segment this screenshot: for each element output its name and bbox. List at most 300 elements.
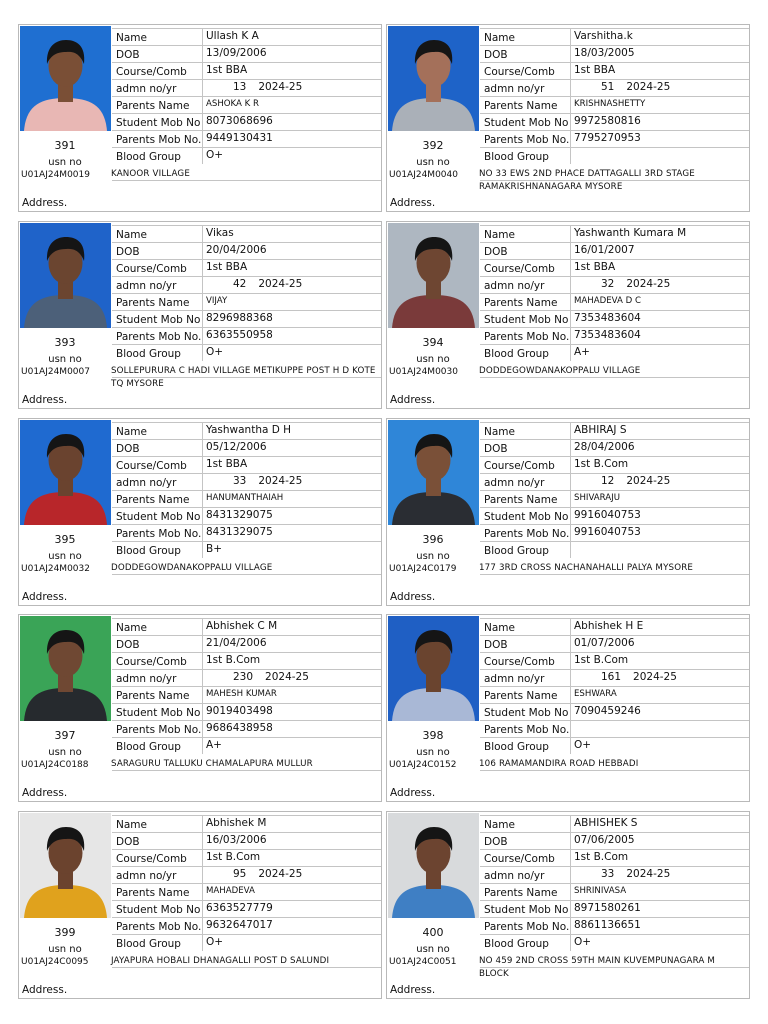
usn-value: U01AJ24C0095 <box>21 957 89 967</box>
field-value: 1st BBA <box>570 63 749 79</box>
field-row-dob <box>112 832 381 849</box>
field-row-dob <box>112 242 381 259</box>
serial-number: 397 <box>54 729 76 742</box>
field-label: Course/Comb <box>484 853 555 865</box>
student-photo <box>20 813 111 918</box>
field-label: Course/Comb <box>484 460 555 472</box>
field-label: Parents Mob No. <box>484 921 570 933</box>
field-label: Student Mob No <box>484 707 569 719</box>
field-row-dob <box>480 242 749 259</box>
field-label: Course/Comb <box>484 263 555 275</box>
field-label: Student Mob No <box>484 511 569 523</box>
address-value: JAYAPURA HOBALI DHANAGALLI POST D SALUNDI <box>111 956 330 966</box>
field-label: Parents Name <box>484 690 558 702</box>
field-row-name <box>480 28 749 45</box>
serial-number: 398 <box>422 729 444 742</box>
address-value: NO 459 2ND CROSS 59TH MAIN KUVEMPUNAGARA M BLOCK <box>479 956 716 979</box>
field-label: admn no/yr <box>116 280 177 292</box>
student-photo <box>388 813 479 918</box>
field-value <box>570 80 749 96</box>
field-label: Course/Comb <box>116 460 187 472</box>
field-value: MAHADEVA D C <box>570 294 749 310</box>
admn-number: 12 <box>601 475 615 487</box>
field-row-name <box>112 422 381 439</box>
admn-year: 2024-25 <box>258 81 303 93</box>
field-value <box>202 277 381 293</box>
field-row-parents-mob <box>112 130 381 147</box>
field-row-admn <box>480 669 749 686</box>
field-label: Parents Name <box>484 297 558 309</box>
field-value <box>570 670 749 686</box>
address-label: Address. <box>390 197 436 209</box>
field-row-course <box>480 849 749 866</box>
field-value: 1st B.Com <box>570 457 749 473</box>
field-row-admn <box>112 473 381 490</box>
field-label: DOB <box>484 49 508 61</box>
field-row-dob <box>480 439 749 456</box>
field-label: admn no/yr <box>116 83 177 95</box>
field-label: Name <box>116 622 147 634</box>
admn-year: 2024-25 <box>258 278 303 290</box>
field-row-course <box>112 652 381 669</box>
field-value <box>570 867 749 883</box>
field-label: Course/Comb <box>116 66 187 78</box>
field-value: 16/03/2006 <box>202 833 381 849</box>
field-value: 7353483604 <box>570 328 749 344</box>
field-row-course <box>112 259 381 276</box>
field-row-parents-mob <box>112 917 381 934</box>
field-row-student-mob <box>480 703 749 720</box>
field-row-blood-group <box>112 344 381 361</box>
admn-year: 2024-25 <box>258 475 303 487</box>
field-label: Name <box>116 32 147 44</box>
serial-number: 395 <box>54 533 76 546</box>
address-value: SARAGURU TALLUKU CHAMALAPURA MULLUR <box>111 759 313 769</box>
field-label: Parents Name <box>484 887 558 899</box>
field-label: Blood Group <box>484 348 549 360</box>
field-row-parents-name <box>112 490 381 507</box>
field-label: Parents Name <box>484 494 558 506</box>
field-value: MAHADEVA <box>202 884 381 900</box>
field-row-course <box>480 259 749 276</box>
field-row-dob <box>112 439 381 456</box>
field-label: Name <box>484 622 515 634</box>
field-value: B+ <box>202 542 381 558</box>
field-value: 1st BBA <box>202 260 381 276</box>
student-card <box>18 614 382 802</box>
field-row-name <box>480 225 749 242</box>
field-row-admn <box>112 79 381 96</box>
field-label: Parents Name <box>116 887 190 899</box>
field-label: Student Mob No <box>484 117 569 129</box>
usn-value: U01AJ24M0007 <box>21 367 90 377</box>
admn-year: 2024-25 <box>265 671 309 683</box>
field-label: Parents Name <box>484 100 558 112</box>
field-row-student-mob <box>112 310 381 327</box>
field-value: 1st B.Com <box>570 850 749 866</box>
field-value: 9019403498 <box>202 704 381 720</box>
field-row-blood-group <box>112 541 381 558</box>
field-value: 7090459246 <box>570 704 749 720</box>
address-label: Address. <box>390 787 436 799</box>
serial-number: 396 <box>422 533 444 546</box>
field-label: Parents Name <box>116 100 190 112</box>
field-value: ABHISHEK S <box>570 816 749 832</box>
admn-number: 230 <box>233 671 254 683</box>
field-row-name <box>112 618 381 635</box>
usn-value: U01AJ24M0032 <box>21 564 90 574</box>
field-label: admn no/yr <box>484 870 545 882</box>
field-row-parents-mob <box>480 917 749 934</box>
field-label: admn no/yr <box>484 280 545 292</box>
serial-number: 391 <box>54 139 76 152</box>
admn-number: 51 <box>601 81 615 93</box>
admn-number: 42 <box>233 278 247 290</box>
usn-label: usn no <box>416 747 450 758</box>
field-label: Student Mob No <box>116 314 201 326</box>
address-label: Address. <box>390 591 436 603</box>
field-row-parents-name <box>480 883 749 900</box>
field-value: VIJAY <box>202 294 381 310</box>
field-row-parents-name <box>480 96 749 113</box>
field-row-admn <box>112 866 381 883</box>
field-label: Blood Group <box>116 741 181 753</box>
field-value: 8073068696 <box>202 114 381 130</box>
field-row-dob <box>112 635 381 652</box>
usn-value: U01AJ24M0030 <box>389 367 458 377</box>
field-value <box>570 148 749 164</box>
field-row-parents-mob <box>480 327 749 344</box>
field-row-parents-name <box>112 686 381 703</box>
field-row-admn <box>112 276 381 293</box>
serial-number: 399 <box>54 926 76 939</box>
field-value <box>202 474 381 490</box>
field-value: 6363527779 <box>202 901 381 917</box>
field-value: O+ <box>570 738 749 754</box>
field-label: Name <box>484 819 515 831</box>
address-value: NO 33 EWS 2ND PHACE DATTAGALLI 3RD STAGE RAMAKRISHNANAGARA MYSORE <box>479 169 695 192</box>
field-value <box>202 80 381 96</box>
admn-year: 2024-25 <box>626 278 671 290</box>
field-label: Parents Name <box>116 690 190 702</box>
admn-year: 2024-25 <box>626 475 671 487</box>
field-label: Student Mob No <box>484 904 569 916</box>
field-value: 07/06/2005 <box>570 833 749 849</box>
field-row-name <box>480 422 749 439</box>
field-row-parents-name <box>112 96 381 113</box>
field-value: ASHOKA K R <box>202 97 381 113</box>
field-row-admn <box>480 473 749 490</box>
student-card <box>386 221 750 409</box>
field-value: Yashwanth Kumara M <box>570 226 749 242</box>
field-label: DOB <box>484 246 508 258</box>
field-row-course <box>480 456 749 473</box>
field-label: Parents Name <box>116 297 190 309</box>
field-label: admn no/yr <box>116 673 177 685</box>
admn-number: 33 <box>601 868 615 880</box>
field-row-dob <box>480 635 749 652</box>
field-value: Yashwantha D H <box>202 423 381 439</box>
field-label: DOB <box>484 639 508 651</box>
field-value: Ullash K A <box>202 29 381 45</box>
field-value: 6363550958 <box>202 328 381 344</box>
field-row-parents-name <box>480 490 749 507</box>
student-card <box>18 418 382 606</box>
field-value: 28/04/2006 <box>570 440 749 456</box>
field-row-course <box>480 62 749 79</box>
student-photo <box>20 223 111 328</box>
field-value: SHIVARAJU <box>570 491 749 507</box>
field-value: KRISHNASHETTY <box>570 97 749 113</box>
field-label: Parents Mob No. <box>484 134 570 146</box>
field-value: HANUMANTHAIAH <box>202 491 381 507</box>
admn-year: 2024-25 <box>633 671 677 683</box>
admn-number: 13 <box>233 81 247 93</box>
field-label: Parents Mob No. <box>116 528 202 540</box>
field-row-blood-group <box>480 147 749 164</box>
field-value <box>570 277 749 293</box>
address-value: 106 RAMAMANDIRA ROAD HEBBADI <box>479 759 639 769</box>
field-row-dob <box>480 832 749 849</box>
address-value: SOLLEPURURA C HADI VILLAGE METIKUPPE POST H D KOTE TQ MYSORE <box>111 366 376 389</box>
field-row-dob <box>112 45 381 62</box>
field-value: MAHESH KUMAR <box>202 687 381 703</box>
student-card <box>386 24 750 212</box>
field-label: Name <box>484 229 515 241</box>
field-row-blood-group <box>112 147 381 164</box>
field-label: admn no/yr <box>484 83 545 95</box>
field-value: 20/04/2006 <box>202 243 381 259</box>
field-label: Blood Group <box>484 741 549 753</box>
field-label: Name <box>116 819 147 831</box>
field-label: DOB <box>116 49 140 61</box>
student-photo <box>388 26 479 131</box>
field-row-student-mob <box>112 703 381 720</box>
field-row-name <box>480 618 749 635</box>
student-photo <box>20 26 111 131</box>
field-row-parents-mob <box>112 524 381 541</box>
field-row-parents-mob <box>480 720 749 737</box>
field-value: Abhishek H E <box>570 619 749 635</box>
field-value: 9632647017 <box>202 918 381 934</box>
field-row-parents-name <box>480 686 749 703</box>
address-label: Address. <box>22 591 68 603</box>
field-row-parents-name <box>112 883 381 900</box>
admn-number: 32 <box>601 278 615 290</box>
field-label: Course/Comb <box>484 66 555 78</box>
field-value: 1st BBA <box>202 457 381 473</box>
field-label: DOB <box>484 443 508 455</box>
field-value: 8971580261 <box>570 901 749 917</box>
usn-value: U01AJ24C0179 <box>389 564 457 574</box>
field-value: Vikas <box>202 226 381 242</box>
field-row-student-mob <box>480 900 749 917</box>
address-label: Address. <box>22 394 68 406</box>
admn-year: 2024-25 <box>626 868 671 880</box>
field-value: SHRINIVASA <box>570 884 749 900</box>
address-label: Address. <box>22 984 68 996</box>
address-label: Address. <box>390 394 436 406</box>
field-label: Student Mob No <box>116 904 201 916</box>
field-value: Abhishek C M <box>202 619 381 635</box>
student-card <box>386 418 750 606</box>
usn-value: U01AJ24M0019 <box>21 170 90 180</box>
field-label: Parents Mob No. <box>116 134 202 146</box>
field-label: Course/Comb <box>484 656 555 668</box>
field-label: Course/Comb <box>116 853 187 865</box>
field-label: Name <box>116 229 147 241</box>
field-row-parents-mob <box>480 524 749 541</box>
field-label: DOB <box>116 639 140 651</box>
field-label: Name <box>484 426 515 438</box>
usn-label: usn no <box>416 157 450 168</box>
field-row-student-mob <box>112 507 381 524</box>
serial-number: 394 <box>422 336 444 349</box>
field-value: 05/12/2006 <box>202 440 381 456</box>
admn-number: 95 <box>233 868 247 880</box>
field-label: DOB <box>116 246 140 258</box>
field-row-student-mob <box>480 113 749 130</box>
field-row-blood-group <box>480 344 749 361</box>
field-row-course <box>112 849 381 866</box>
field-label: Student Mob No <box>484 314 569 326</box>
address-value: 177 3RD CROSS NACHANAHALLI PALYA MYSORE <box>479 563 694 573</box>
usn-label: usn no <box>48 551 82 562</box>
usn-label: usn no <box>48 747 82 758</box>
field-row-blood-group <box>112 737 381 754</box>
field-value <box>570 542 749 558</box>
usn-label: usn no <box>48 944 82 955</box>
field-label: Parents Name <box>116 494 190 506</box>
field-value: 21/04/2006 <box>202 636 381 652</box>
address-value: DODDEGOWDANAKOPPALU VILLAGE <box>111 563 273 573</box>
field-row-student-mob <box>480 507 749 524</box>
field-value <box>570 721 749 737</box>
student-card <box>18 24 382 212</box>
student-card <box>386 614 750 802</box>
student-photo <box>388 616 479 721</box>
field-value: 8431329075 <box>202 525 381 541</box>
usn-label: usn no <box>416 354 450 365</box>
serial-number: 393 <box>54 336 76 349</box>
field-value: 8431329075 <box>202 508 381 524</box>
field-row-blood-group <box>480 541 749 558</box>
field-row-parents-name <box>112 293 381 310</box>
field-value: Varshitha.k <box>570 29 749 45</box>
student-card <box>18 811 382 999</box>
field-row-admn <box>112 669 381 686</box>
address-value: KANOOR VILLAGE <box>111 169 190 179</box>
field-row-blood-group <box>480 934 749 951</box>
field-row-parents-mob <box>480 130 749 147</box>
field-value: 9972580816 <box>570 114 749 130</box>
field-value: 9686438958 <box>202 721 381 737</box>
field-row-name <box>480 815 749 832</box>
field-label: Blood Group <box>116 151 181 163</box>
field-label: DOB <box>484 836 508 848</box>
field-value: O+ <box>570 935 749 951</box>
field-label: Blood Group <box>484 938 549 950</box>
student-photo <box>388 223 479 328</box>
field-row-parents-mob <box>112 720 381 737</box>
field-row-course <box>480 652 749 669</box>
field-label: Parents Mob No. <box>116 724 202 736</box>
address-label: Address. <box>22 197 68 209</box>
field-label: DOB <box>116 836 140 848</box>
usn-label: usn no <box>48 157 82 168</box>
usn-value: U01AJ24C0152 <box>389 760 457 770</box>
field-row-student-mob <box>480 310 749 327</box>
field-row-blood-group <box>480 737 749 754</box>
field-value: 8861136651 <box>570 918 749 934</box>
field-row-parents-mob <box>112 327 381 344</box>
student-card <box>18 221 382 409</box>
field-value: 18/03/2005 <box>570 46 749 62</box>
field-label: admn no/yr <box>484 477 545 489</box>
field-row-student-mob <box>112 113 381 130</box>
field-label: Course/Comb <box>116 263 187 275</box>
field-value: A+ <box>202 738 381 754</box>
usn-value: U01AJ24M0040 <box>389 170 458 180</box>
usn-label: usn no <box>48 354 82 365</box>
field-label: Blood Group <box>484 545 549 557</box>
field-value: O+ <box>202 935 381 951</box>
field-label: Blood Group <box>116 938 181 950</box>
serial-number: 400 <box>422 926 444 939</box>
field-value: 1st B.Com <box>202 653 381 669</box>
field-row-course <box>112 456 381 473</box>
field-value: 8296988368 <box>202 311 381 327</box>
field-value <box>202 670 381 686</box>
field-row-dob <box>480 45 749 62</box>
field-label: Name <box>484 32 515 44</box>
admn-number: 33 <box>233 475 247 487</box>
field-row-parents-name <box>480 293 749 310</box>
field-label: Student Mob No <box>116 707 201 719</box>
field-label: DOB <box>116 443 140 455</box>
admn-number: 161 <box>601 671 622 683</box>
student-card <box>386 811 750 999</box>
field-value: 1st B.Com <box>570 653 749 669</box>
field-value: 1st BBA <box>570 260 749 276</box>
field-label: Blood Group <box>116 545 181 557</box>
student-photo <box>20 420 111 525</box>
field-label: admn no/yr <box>484 673 545 685</box>
field-label: Parents Mob No. <box>116 921 202 933</box>
field-label: Blood Group <box>116 348 181 360</box>
admn-year: 2024-25 <box>258 868 303 880</box>
field-row-admn <box>480 79 749 96</box>
field-value <box>570 474 749 490</box>
field-value: O+ <box>202 345 381 361</box>
field-value <box>202 867 381 883</box>
field-label: Parents Mob No. <box>116 331 202 343</box>
field-value: 7353483604 <box>570 311 749 327</box>
field-value: 9449130431 <box>202 131 381 147</box>
field-label: Student Mob No <box>116 117 201 129</box>
usn-value: U01AJ24C0188 <box>21 760 89 770</box>
field-row-name <box>112 225 381 242</box>
field-label: admn no/yr <box>116 477 177 489</box>
field-value: 9916040753 <box>570 525 749 541</box>
field-row-student-mob <box>112 900 381 917</box>
field-label: Course/Comb <box>116 656 187 668</box>
field-value: 9916040753 <box>570 508 749 524</box>
address-label: Address. <box>390 984 436 996</box>
field-value: 01/07/2006 <box>570 636 749 652</box>
field-value: 13/09/2006 <box>202 46 381 62</box>
field-label: Student Mob No <box>116 511 201 523</box>
